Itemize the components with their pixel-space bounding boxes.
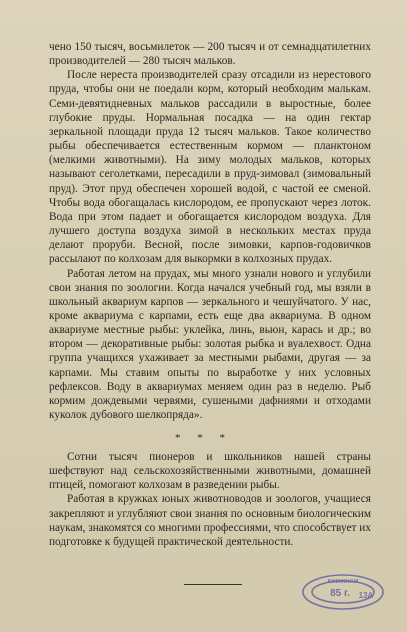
- paragraph-pond-fry: После нереста производителей сразу отсадили из нерестового пруда, чтобы они не поедали корм, который необходим малькам. Семи-девятидневных мальков рассадили в выростные, более глубокие пруды. Нормальная посадка — на один гектар зеркальной площади пруда 12 тысяч мальков. Такое количество рыбы обеспечивается естественным кормом — планктоном (мелкими животными). На зиму молодых мальков, которых называют сеголетками, пересадили в пруд-зимовал (зимовальный пруд). Этот пруд обеспечен хорошей водой, с частой ее сменой. Чтобы вода обогащалась кислородом, ее пропускают через лоток. Вода при этом падает и обогащается кислородом воздуха. Для лучшего доступа воздуха зимой в нескольких местах пруда делают проруби. Весной, после зимовки, карпов-годовичков рассылают по колхозам для выкормки в колхозных прудах.: [49, 69, 371, 266]
- stamp-side-text: 13А: [358, 591, 374, 600]
- paragraph-pioneers: Сотни тысяч пионеров и школьников нашей страны шефствуют над сельскохозяйственными животными, домашней птицей, помогают колхозам в разведении рыбы.: [49, 451, 371, 492]
- main-text-block: [49, 40, 371, 422]
- paragraph-circles: Работая в кружках юных животноводов и зоологов, учащиеся закрепляют и углубляют свои знания по основным биологическим наукам, знакомятся со многими профессиями, что способствует их подготовке к будущей практической деятельности.: [49, 493, 371, 548]
- paragraph-continued: чено 150 тысяч, восьмилеток — 200 тысяч и от семнадцатилетних производителей — 280 тысяч мальков.: [49, 41, 371, 68]
- end-rule: [184, 584, 242, 585]
- library-stamp: [300, 572, 386, 612]
- stamp-top-text: КНИЖНАЯ: [327, 579, 359, 585]
- stamp-main-text: 85 г.: [330, 588, 350, 599]
- closing-text-block: [49, 450, 371, 549]
- paragraph-aquarium: Работая летом на прудах, мы много узнали нового и углубили свои знания по зоологии. Когда начался учебный год, мы взяли в школьный аквариум карпов — зеркального и чешуйчатого. У нас, кроме аквариума с карпами, есть еще два аквариума. В одном аквариуме местные рыбы: уклейка, линь, вьюн, карась и др.; во втором — декоративные рыбы: золотая рыбка и вуалехвост. Одна группа учащихся ухаживает за местными рыбами, другая — за карпами. Мы ставим опыты по выработке у них условных рефлексов. Воду в аквариумах меняем один раз в неделю. Рыб кормим дождевыми червями, сушеными дафниями и отходами куколок дубового шелкопряда».: [49, 267, 371, 422]
- section-separator: * * *: [175, 432, 232, 444]
